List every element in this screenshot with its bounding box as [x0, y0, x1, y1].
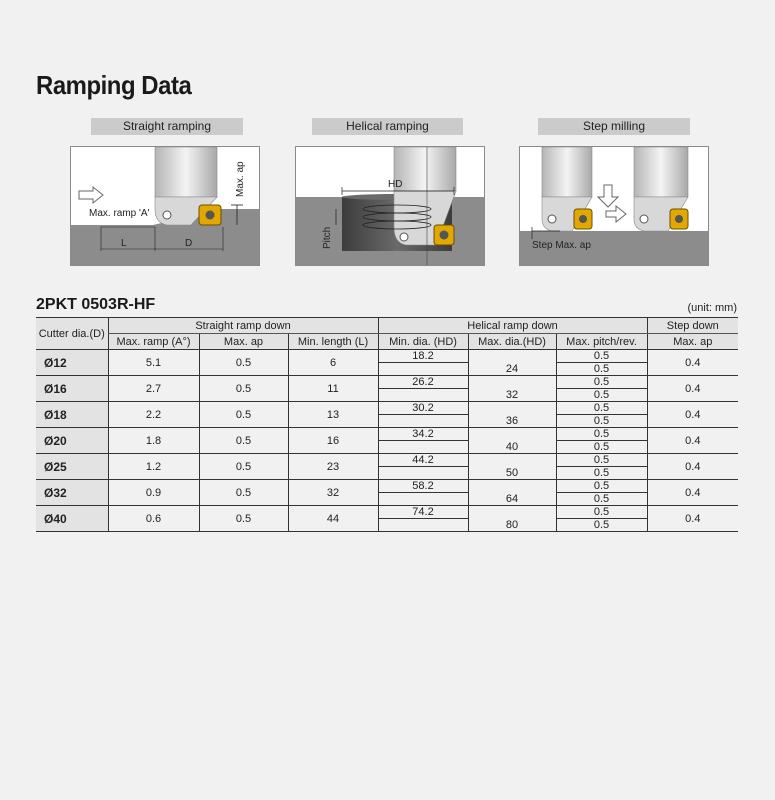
col-min-dia: Min. dia. (HD): [378, 334, 468, 350]
cutter-dia-cell: Ø40: [36, 506, 108, 532]
pitch-cell: 0.5: [556, 363, 647, 376]
min-dia-empty: [378, 441, 468, 454]
pitch-text: Pitch: [322, 226, 333, 249]
min-dia-cell: 74.2: [378, 506, 468, 519]
step-max-ap-cell: 0.4: [647, 350, 738, 376]
pitch-cell: 0.5: [556, 454, 647, 467]
step-down-header: Step down: [647, 318, 738, 334]
length-l-text: L: [121, 238, 127, 249]
arrow-down-icon: [598, 185, 618, 207]
max-ap-cell: 0.5: [199, 454, 288, 480]
step-max-ap-text: Step Max. ap: [532, 240, 591, 251]
min-length-cell: 32: [288, 480, 378, 506]
min-dia-empty: [378, 389, 468, 402]
max-ap-cell: 0.5: [199, 480, 288, 506]
max-dia-cell: 24: [468, 363, 556, 376]
max-dia-empty: [468, 350, 556, 363]
table-row: [36, 454, 738, 467]
table-row: [36, 350, 738, 363]
max-dia-cell: 80: [468, 519, 556, 532]
step-max-ap-cell: 0.4: [647, 506, 738, 532]
max-ramp-cell: 2.2: [108, 402, 199, 428]
max-dia-cell: 64: [468, 493, 556, 506]
min-length-cell: 6: [288, 350, 378, 376]
page-title: Ramping Data: [36, 70, 192, 100]
helical-ramp-header: Helical ramp down: [378, 318, 647, 334]
min-length-cell: 23: [288, 454, 378, 480]
table-row: [36, 376, 738, 389]
cutter-dia-cell: Ø20: [36, 428, 108, 454]
max-dia-cell: 32: [468, 389, 556, 402]
min-length-cell: 16: [288, 428, 378, 454]
straight-ramp-header: Straight ramp down: [108, 318, 378, 334]
max-ramp-cell: 1.2: [108, 454, 199, 480]
step-max-ap-cell: 0.4: [647, 376, 738, 402]
max-ap-cell: 0.5: [199, 506, 288, 532]
table-row: [36, 428, 738, 441]
straight-ramping-diagram: [70, 146, 260, 266]
max-ramp-cell: 0.6: [108, 506, 199, 532]
insert-icon: [434, 225, 454, 245]
section-title: 2PKT 0503R-HF: [36, 296, 156, 313]
cutter-dia-cell: Ø18: [36, 402, 108, 428]
step-max-ap-cell: 0.4: [647, 454, 738, 480]
max-ramp-cell: 2.7: [108, 376, 199, 402]
min-length-cell: 44: [288, 506, 378, 532]
cutter-dia-cell: Ø12: [36, 350, 108, 376]
pitch-cell: 0.5: [556, 376, 647, 389]
max-dia-empty: [468, 428, 556, 441]
max-dia-empty: [468, 376, 556, 389]
max-dia-cell: 40: [468, 441, 556, 454]
col-max-ap: Max. ap: [199, 334, 288, 350]
step-milling-label: Step milling: [538, 118, 690, 135]
col-min-length: Min. length (L): [288, 334, 378, 350]
straight-ramping-label: Straight ramping: [91, 118, 243, 135]
max-ramp-text: Max. ramp 'A': [89, 208, 150, 219]
max-dia-empty: [468, 480, 556, 493]
max-ap-cell: 0.5: [199, 376, 288, 402]
pitch-cell: 0.5: [556, 441, 647, 454]
max-ap-text: Max. ap: [235, 161, 246, 197]
min-dia-empty: [378, 415, 468, 428]
pitch-cell: 0.5: [556, 402, 647, 415]
insert-icon: [199, 205, 221, 225]
step-max-ap-cell: 0.4: [647, 480, 738, 506]
min-length-cell: 13: [288, 402, 378, 428]
max-ap-cell: 0.5: [199, 428, 288, 454]
min-dia-empty: [378, 363, 468, 376]
pitch-cell: 0.5: [556, 493, 647, 506]
pitch-cell: 0.5: [556, 506, 647, 519]
col-max-ramp: Max. ramp (A°): [108, 334, 199, 350]
pitch-cell: 0.5: [556, 467, 647, 480]
col-step-max-ap: Max. ap: [647, 334, 738, 350]
ramping-data-table: [36, 317, 738, 532]
max-ramp-cell: 1.8: [108, 428, 199, 454]
hd-text: HD: [388, 179, 403, 190]
min-dia-cell: 18.2: [378, 350, 468, 363]
max-ramp-cell: 0.9: [108, 480, 199, 506]
cutter-dia-header: Cutter dia.(D): [36, 318, 108, 350]
pitch-cell: 0.5: [556, 350, 647, 363]
table-row: [36, 402, 738, 415]
min-dia-cell: 30.2: [378, 402, 468, 415]
min-dia-empty: [378, 493, 468, 506]
min-dia-cell: 44.2: [378, 454, 468, 467]
unit-note: (unit: mm): [687, 302, 737, 314]
pitch-cell: 0.5: [556, 415, 647, 428]
max-ap-cell: 0.5: [199, 402, 288, 428]
min-dia-cell: 34.2: [378, 428, 468, 441]
max-ramp-cell: 5.1: [108, 350, 199, 376]
table-row: [36, 480, 738, 493]
diameter-d-text: D: [185, 238, 193, 249]
min-dia-cell: 26.2: [378, 376, 468, 389]
step-max-ap-cell: 0.4: [647, 402, 738, 428]
cutter-dia-cell: Ø25: [36, 454, 108, 480]
step-milling-diagram: [519, 146, 709, 266]
min-dia-empty: [378, 467, 468, 480]
arrow-right-icon: [606, 206, 626, 222]
min-dia-empty: [378, 519, 468, 532]
max-ap-cell: 0.5: [199, 350, 288, 376]
max-dia-empty: [468, 402, 556, 415]
arrow-right-icon: [79, 187, 103, 203]
max-dia-empty: [468, 454, 556, 467]
col-max-pitch: Max. pitch/rev.: [556, 334, 647, 350]
max-dia-empty: [468, 506, 556, 519]
helical-ramping-diagram: [295, 146, 485, 266]
min-length-cell: 11: [288, 376, 378, 402]
pitch-cell: 0.5: [556, 519, 647, 532]
max-dia-cell: 50: [468, 467, 556, 480]
min-dia-cell: 58.2: [378, 480, 468, 493]
pitch-cell: 0.5: [556, 480, 647, 493]
step-max-ap-cell: 0.4: [647, 428, 738, 454]
table-row: [36, 506, 738, 519]
pitch-cell: 0.5: [556, 428, 647, 441]
col-max-dia: Max. dia.(HD): [468, 334, 556, 350]
pitch-cell: 0.5: [556, 389, 647, 402]
max-dia-cell: 36: [468, 415, 556, 428]
helical-ramping-label: Helical ramping: [312, 118, 463, 135]
cutter-dia-cell: Ø32: [36, 480, 108, 506]
cutter-dia-cell: Ø16: [36, 376, 108, 402]
